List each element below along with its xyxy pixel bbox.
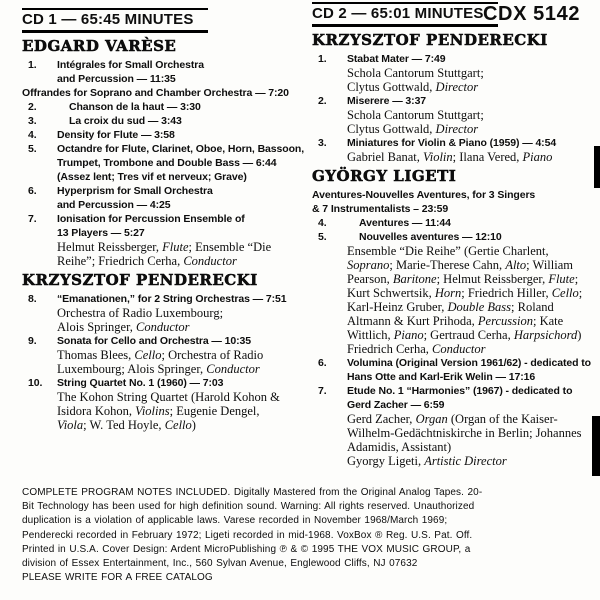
track-line: Clytus Gottwald, Director [347,122,479,136]
track-line: Wilhelm-Gedächtniskirche in Berlin; Johannes [347,426,582,440]
track-number: 5. [28,143,37,155]
track-line: Gerd Zacher, Organ (Organ of the Kaiser- [347,412,558,426]
track-line: Altmann & Kurt Prihoda, Percussion; Kate [347,314,564,328]
track-line: and Percussion — 11:35 [57,73,176,85]
track-line: The Kohon String Quartet (Harold Kohon & [57,390,280,404]
role-italic: Artistic Director [424,454,507,468]
track-line: 3. La croix du sud — 3:43 [28,115,182,127]
role-italic: Director [435,80,479,94]
track-line: 4. Aventures — 11:44 [318,217,451,229]
role-italic: Conductor [206,362,260,376]
track-number: 9. [28,335,37,347]
track-line: 5. Octandre for Flute, Clarinet, Oboe, Horn, Bassoon, [28,143,305,155]
track-line: Kurt Schwertsik, Horn; Friedrich Hiller, Cello; [347,286,583,300]
cd1-track-list [22,38,314,432]
track-line: Thomas Blees, Cello; Orchestra of Radio [57,348,264,362]
track-line: 1. Stabat Mater — 7:49 [318,53,446,65]
track-line: Schola Cantorum Stuttgart; [347,108,484,122]
track-number: 1. [28,59,37,71]
track-line: 13 Players — 5:27 [57,227,145,239]
track-number: 1. [318,53,327,65]
footer-line: Bit Technology has been used for high definition sound. Warning: All rights reserved. Unauthorized [22,501,475,513]
role-italic: Cello [164,418,192,432]
track-line: 7. Ionisation for Percussion Ensemble of [28,213,245,225]
composer-heading: EDGARD VARÈSE [22,37,177,55]
role-italic: Flute [162,240,189,254]
role-italic: Viola [57,418,84,432]
track-line: 7. Etude No. 1 “Harmonies” (1967) - dedicated to [318,385,573,397]
track-line: Isidora Kohon, Violins; Eugenie Dengel, [57,404,260,418]
footer-line: duplication is a violation of applicable laws. Varese recorded in November 1968/March 1969; [22,515,448,527]
catalog-number: CDX 5142 [483,3,581,25]
track-number: 4. [28,129,37,141]
track-line: 8. “Emanationen,” for 2 String Orchestras — 7:51 [28,293,287,305]
track-line: 2. Chanson de la haut — 3:30 [28,101,201,113]
track-line: (Assez lent; Tres vif et nerveux; Grave) [57,171,247,183]
track-line: Adamidis, Assistant) [347,440,452,454]
track-line: 6. Hyperprism for Small Orchestra [28,185,213,197]
track-line: Alois Springer, Conductor [57,320,190,334]
composer-heading: GYÖRGY LIGETI [312,167,457,185]
track-number: 7. [28,213,37,225]
role-italic: Baritone [392,272,437,286]
track-number: 8. [28,293,37,305]
track-number: 2. [28,101,37,113]
track-number: 7. [318,385,327,397]
role-italic: Director [435,122,479,136]
cd2-column [312,2,600,468]
track-line: 9. Sonata for Cello and Orchestra — 10:35 [28,335,252,347]
scan-artifact-bar [592,416,600,476]
footer-line: division of Essex Entertainment, Inc., 560 Sylvan Avenue, Englewood Cliffs, NJ 07632 [22,558,418,570]
track-line: Ensemble “Die Reihe” (Gertie Charlent, [347,244,549,258]
track-line: Gabriel Banat, Violin; Ilana Vered, Piano [347,150,553,164]
role-italic: Organ [415,412,448,426]
track-number: 3. [318,137,327,149]
role-italic: Violins [135,404,170,418]
track-line: Offrandes for Soprano and Chamber Orchestra — 7:20 [22,87,289,99]
composer-heading: KRZYSZTOF PENDERECKI [312,31,548,49]
track-number: 6. [28,185,37,197]
cd2-heading: CD 2 — 65:01 MINUTES [312,2,498,27]
role-italic: Percussion [477,314,533,328]
track-line: 4. Density for Flute — 3:58 [28,129,175,141]
footer-line: Printed in U.S.A. Cover Design: Ardent MicroPublishing ℗ & © 1995 THE VOX MUSIC GROUP, a [22,543,471,555]
role-italic: Violin [423,150,453,164]
track-line: Clytus Gottwald, Director [347,80,479,94]
track-line: 6. Volumina (Original Version 1961/62) - dedicated to [318,357,591,369]
role-italic: Cello [551,286,579,300]
track-line: Hans Otte and Karl-Erik Welin — 17:16 [347,371,536,383]
role-italic: Piano [522,150,553,164]
role-italic: Double Bass [447,300,512,314]
track-line: Gerd Zacher — 6:59 [347,399,445,411]
footer-line: COMPLETE PROGRAM NOTES INCLUDED. Digitally Mastered from the Original Analog Tapes. 20- [22,487,483,498]
track-line: 1. Intégrales for Small Orchestra [28,59,204,71]
role-italic: Harpsichord [513,328,578,342]
track-line: & 7 Instrumentalists – 23:59 [312,203,449,215]
cd1-column [22,8,314,432]
footer-line: Penderecki recorded in February 1972; Ligeti recorded in mid-1968. VoxBox ® Reg. U.S. Pat. Off. [22,529,473,541]
track-line: and Percussion — 4:25 [57,199,171,211]
track-line: Pearson, Baritone; Helmut Reissberger, Flute; [347,272,579,286]
track-line: Viola; W. Ted Hoyle, Cello) [57,418,196,432]
track-line: Helmut Reissberger, Flute; Ensemble “Die [57,240,272,254]
role-italic: Soprano [347,258,390,272]
track-line: Aventures-Nouvelles Aventures, for 3 Singers [312,189,536,201]
track-number: 5. [318,231,327,243]
footer-line: PLEASE WRITE FOR A FREE CATALOG [22,572,213,584]
scan-artifact-bar [594,146,600,188]
track-line: 3. Miniatures for Violin & Piano (1959) — 4:54 [318,137,557,149]
track-line: Friedrich Cerha, Conductor [347,342,486,356]
track-line: Reihe”; Friedrich Cerha, Conductor [57,254,237,268]
track-line: Wittlich, Piano; Gertraud Cerha, Harpsichord) [347,328,582,342]
track-line: Luxembourg; Alois Springer, Conductor [57,362,260,376]
track-line: 10. String Quartet No. 1 (1960) — 7:03 [28,377,224,389]
role-italic: Conductor [183,254,237,268]
role-italic: Flute [548,272,575,286]
track-line: 2. Miserere — 3:37 [318,95,427,107]
track-number: 4. [318,217,327,229]
role-italic: Alto [505,258,527,272]
fine-print [22,486,562,585]
track-line: Soprano; Marie-Therese Cahn, Alto; William [347,258,573,272]
role-italic: Horn [434,286,462,300]
track-line: Gyorgy Ligeti, Artistic Director [347,454,507,468]
role-italic: Conductor [432,342,486,356]
cd2-track-list [312,32,600,468]
track-line: Schola Cantorum Stuttgart; [347,66,484,80]
role-italic: Cello [134,348,162,362]
role-italic: Conductor [136,320,190,334]
track-number: 10. [28,377,43,389]
track-line: 5. Nouvelles aventures — 12:10 [318,231,502,243]
track-number: 2. [318,95,327,107]
track-line: Karl-Heinz Gruber, Double Bass; Roland [347,300,554,314]
composer-heading: KRZYSZTOF PENDERECKI [22,271,258,289]
cd1-heading: CD 1 — 65:45 MINUTES [22,8,208,33]
track-line: Trumpet, Trombone and Double Bass — 6:44 [57,157,277,169]
track-number: 3. [28,115,37,127]
track-line: Orchestra of Radio Luxembourg; [57,306,224,320]
role-italic: Piano [393,328,424,342]
track-number: 6. [318,357,327,369]
